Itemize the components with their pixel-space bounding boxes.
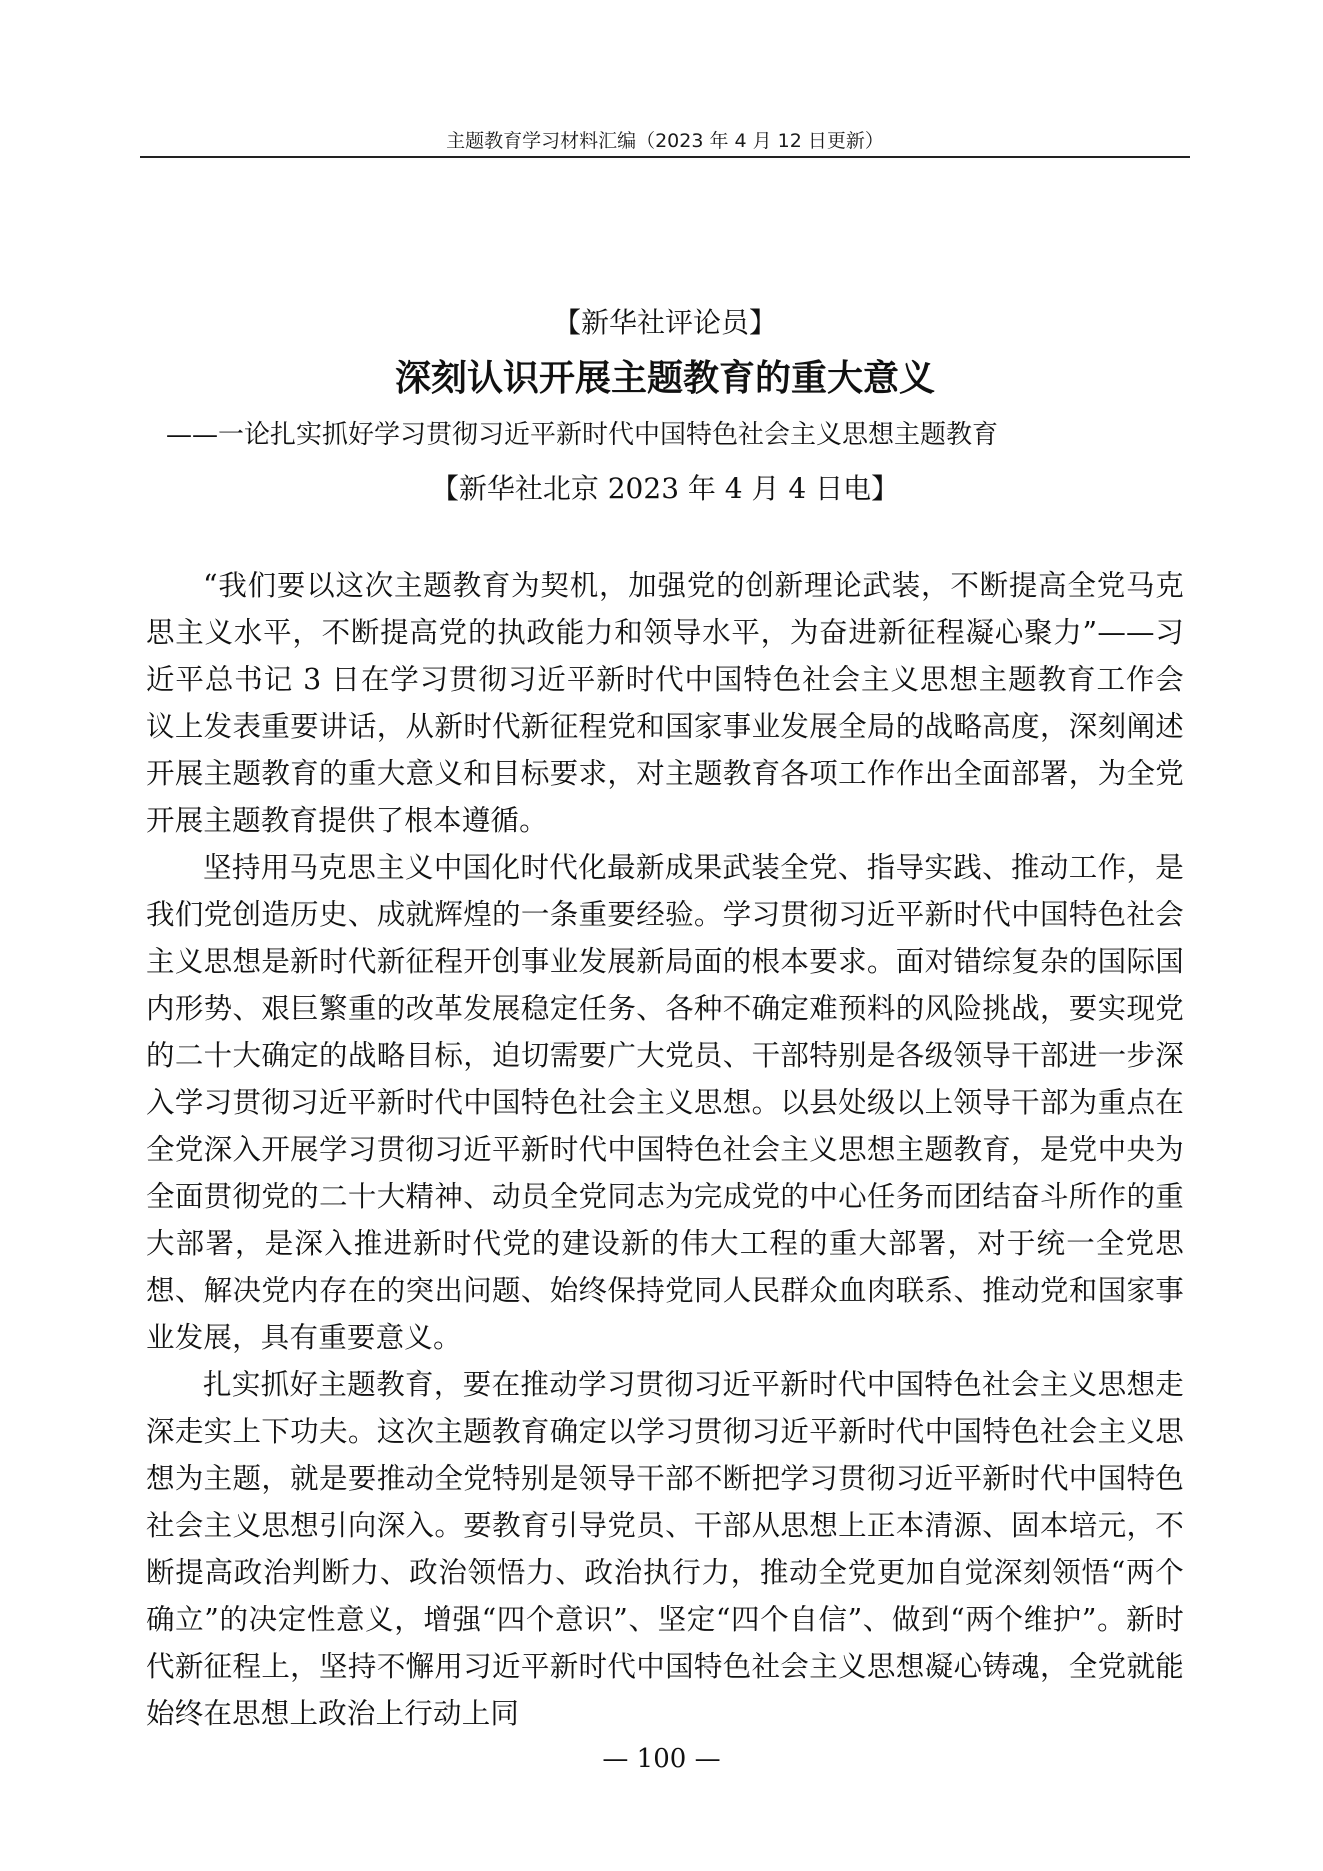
dateline: 【新华社北京 2023 年 4 月 4 日电】: [430, 472, 900, 505]
article: [146, 298, 1184, 1737]
paragraph-3: 扎实抓好主题教育，要在推动学习贯彻习近平新时代中国特色社会主义思想走深走实上下功夫。这次主题教育确定以学习贯彻习近平新时代中国特色社会主义思想为主题，就是要推动全党特别是领导干部不断把学习贯彻习近平新时代中国特色社会主义思想引向深入。要教育引导党员、干部从思想上正本清源、固本培元，不断提高政治判断力、政治领悟力、政治执行力，推动全党更加自觉深刻领悟“两个确立”的决定性意义，增强“四个意识”、坚定“四个自信”、做到“两个维护”。新时代新征程上，坚持不懈用习近平新时代中国特色社会主义思想凝心铸魂，全党就能始终在思想上政治上行动上同: [146, 1368, 1184, 1730]
page-number: — 100 —: [602, 1744, 721, 1774]
article-title: 深刻认识开展主题教育的重大意义: [394, 357, 935, 399]
article-body: [146, 562, 1184, 1737]
paragraph-1: “我们要以这次主题教育为契机，加强党的创新理论武装，不断提高全党马克思主义水平，不断提高党的执政能力和领导水平，为奋进新征程凝心聚力”——习近平总书记 3 日在学习贯彻习近平新时代中国特色社会主义思想主题教育工作会议上发表重要讲话，从新时代新征程党和国家事业发展全局的战略高度，深刻阐述开展主题教育的重大意义和目标要求，对主题教育各项工作作出全面部署，为全党开展主题教育提供了根本遵循。: [146, 569, 1184, 837]
paragraph-2: 坚持用马克思主义中国化时代化最新成果武装全党、指导实践、推动工作，是我们党创造历史、成就辉煌的一条重要经验。学习贯彻习近平新时代中国特色社会主义思想是新时代新征程开创事业发展新局面的根本要求。面对错综复杂的国际国内形势、艰巨繁重的改革发展稳定任务、各种不确定难预料的风险挑战，要实现党的二十大确定的战略目标，迫切需要广大党员、干部特别是各级领导干部进一步深入学习贯彻习近平新时代中国特色社会主义思想。以县处级以上领导干部为重点在全党深入开展学习贯彻习近平新时代中国特色社会主义思想主题教育，是党中央为全面贯彻党的二十大精神、动员全党同志为完成党的中心任务而团结奋斗所作的重大部署，是深入推进新时代党的建设新的伟大工程的重大部署，对于统一全党思想、解决党内存在的突出问题、始终保持党同人民群众血肉联系、推动党和国家事业发展，具有重要意义。: [146, 851, 1184, 1354]
source-tag: 【新华社评论员】: [552, 306, 777, 339]
header-rule: [140, 156, 1190, 158]
running-header: 主题教育学习材料汇编（2023 年 4 月 12 日更新）: [446, 130, 884, 152]
article-subtitle: ——一论扎实抓好学习贯彻习近平新时代中国特色社会主义思想主题教育: [166, 420, 999, 450]
